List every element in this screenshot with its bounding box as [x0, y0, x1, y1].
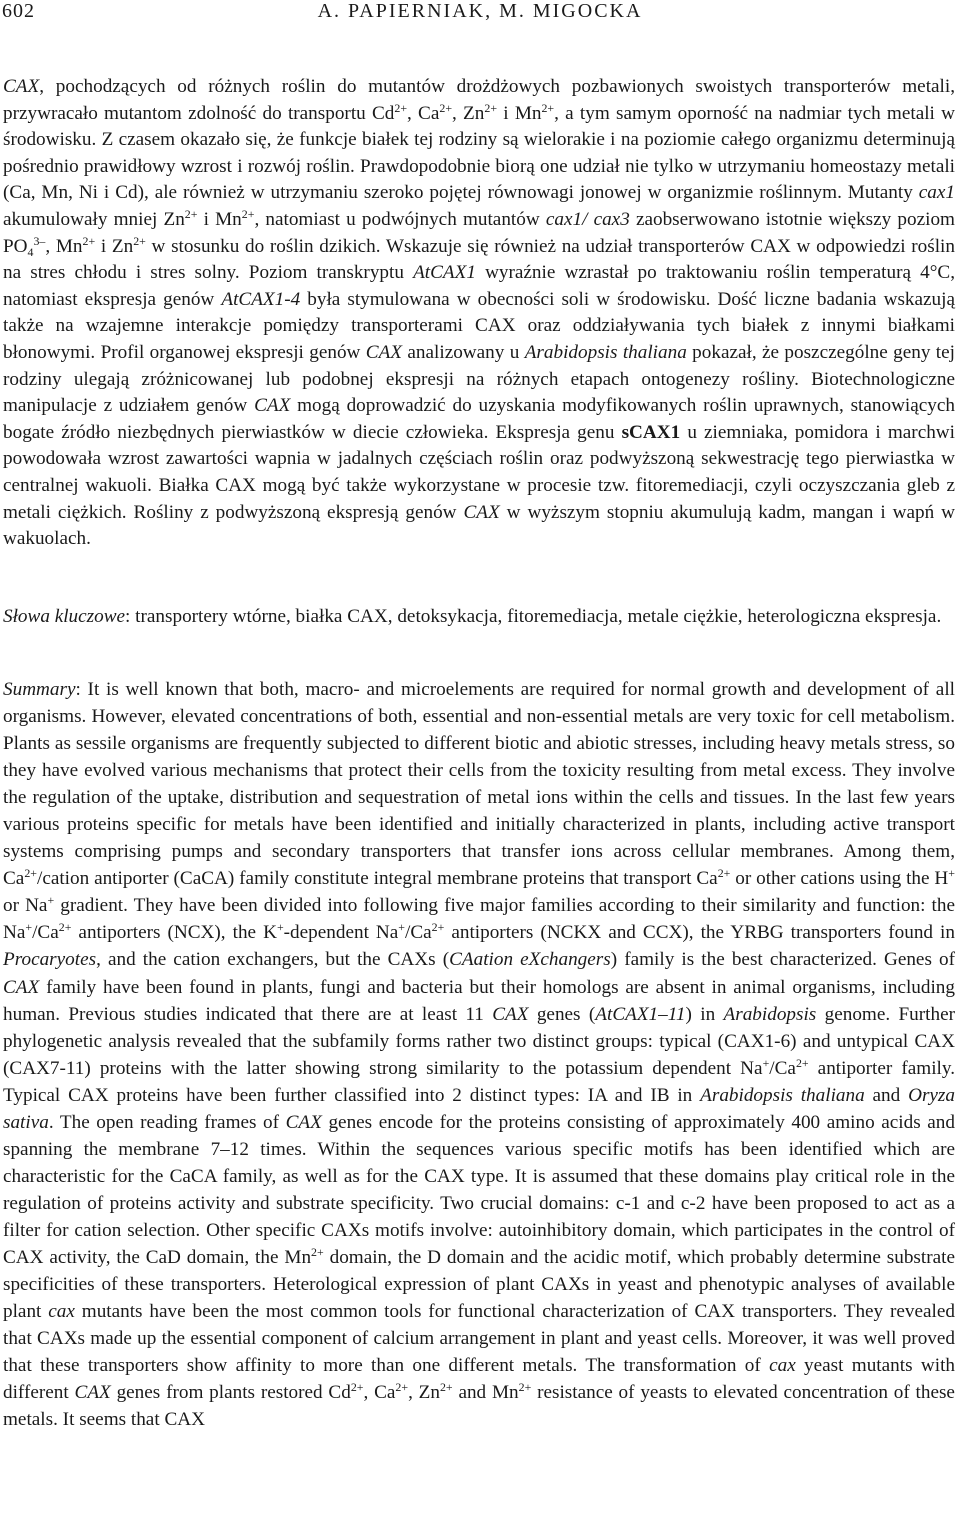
italic-run: Arabidopsis thaliana: [700, 1084, 865, 1106]
superscript: 2+: [133, 233, 146, 248]
superscript: 2+: [82, 233, 96, 248]
superscript: 2+: [541, 100, 555, 115]
superscript: +: [762, 1055, 770, 1070]
bold-run: sCAX1: [621, 421, 681, 443]
italic-run: AtCAX1: [413, 262, 476, 284]
superscript: 2+: [350, 1380, 364, 1395]
superscript: 2+: [395, 1380, 409, 1395]
superscript: 2+: [431, 920, 445, 935]
superscript: 2+: [241, 207, 255, 222]
superscript: 2+: [184, 207, 198, 222]
polish-abstract: CAX, pochodzących od różnych roślin do mutantów drożdżowych pozbawionych swoistych transporterów metali, przywracało mutantom zdolność do transportu $Cd^{2+}$, $Ca^{2+}$, $Zn^{2+}$ i $Mn^{2+}$, a tym samym oporność na nadmiar tych metali w środowisku. Z czasem okazało się, że funkcje białek tej rodziny są wielorakie i na poziomie całego organizmu determinują pośrednio prawidłowy wzrost i rozwój roślin. Prawdopodobnie biorą one udział nie tylko w utrzymaniu homeostazy metali (Ca, Mn, Ni i Cd), ale również w utrzymaniu szeroko pojętej równowagi jonowej w organizmie roślinnym. Mutanty cax1 akumulowały mniej $Zn^{2+}$ i $Mn^{2+}$, natomiast u podwójnych mutantów cax1/ cax3 zaobserwowano istotnie większy poziom $PO_4^{3-}$, $Mn^{2+}$ i $Zn^{2+}$ w stosunku do roślin dzikich. Wskazuje się również na udział transporterów CAX w odpowiedzi roślin na stres chłodu i stres solny. Poziom transkryptu AtCAX1 wyraźnie wzrastał po traktowaniu roślin temperaturą 4°C, natomiast ekspresja genów AtCAX1-4 była stymulowana w obecności soli w środowisku. Dość liczne badania wskazują także na wzajemne interakcje pomiędzy transporterami CAX oraz oddziaływania tych białek z innymi białkami błonowymi. Profil organowej ekspresji genów CAX analizowany u Arabidopsis thaliana pokazał, że poszczególne geny tej rodziny ulegają zróżnicowanej lub podobnej ekspresji na różnych etapach ontogenezy rośliny. Biotechnologiczne manipulacje z udziałem genów CAX mogą doprowadzić do uzyskania modyfikowanych roślin uprawnych, stanowiących bogate źródło niezbędnych pierwiastków w diecie człowieka. Ekspresja genu sCAX1 u ziemniaka, pomidora i marchwi powodowała wzrost zawartości wapnia w jadalnych częściach roślin oraz podwyższoną sekwestrację tego pierwiastka w centralnej wakuoli. Białka CAX mogą być także wykorzystane w procesie tzw. fitoremediacji, czyli oczyszczania gleb z metali ciężkich. Rośliny z podwyższoną ekspresją genów CAX w wyższym stopniu akumulują kadm, mangan i wapń w wakuolach.: [3, 76, 955, 550]
italic-run: CAX: [74, 1382, 111, 1404]
italic-run: AtCAX1–11: [595, 1003, 686, 1025]
superscript: 2+: [394, 100, 408, 115]
subscript: 4: [27, 244, 34, 259]
superscript: +: [948, 866, 955, 881]
italic-run: Summary: [3, 679, 76, 700]
english-summary: Summary: It is well known that both, macro- and microelements are required for normal growth and development of all organisms. However, elevated concentrations of both, essential and non-essential metals are very toxic for cell metabolism. Plants as sessile organisms are frequently subjected to different biotic and abiotic stresses, including heavy metals stress, so they have evolved various mechanisms that protect their cells from the toxicity resulting from metal excess. They involve the regulation of the uptake, distribution and sequestration of metal ions within the cells and tissues. In the last few years various proteins specific for metals have been identified and initially characterized in plants, including active transport systems comprising pumps and secondary transporters that transfer ions across cellular membranes. Among them, $Ca^{2+}$/cation antiporter (CaCA) family constitute integral membrane proteins that transport $Ca^{2+}$ or other cations using the H+ or Na+ gradient. They have been divided into following five major families according to their similarity and function: the $Na^+/Ca^{2+}$ antiporters (NCX), the K+-dependent $Na^+/Ca^{2+}$ antiporters (NCKX and CCX), the YRBG transporters found in Procaryotes, and the cation exchangers, but the CAXs (CAation eXchangers) family is the best characterized. Genes of CAX family have been found in plants, fungi and bacteria but their homologs are absent in animal organisms, including human. Previous studies indicated that there are at least 11 CAX genes (AtCAX1–11) in Arabidopsis genome. Further phylogenetic analysis revealed that the subfamily forms rather two distinct groups: typical (CAX1-6) and untypical CAX (CAX7-11) proteins with the latter showing strong similarity to the potassium dependent $Na^+/Ca^{2+}$ antiporter family. Typical CAX proteins have been further classified into 2 distinct types: IA and IB in Arabidopsis thaliana and Oryza sativa. The open reading frames of CAX genes encode for the proteins consisting of approximately 400 amino acids and spanning the membrane 7–12 times. Within the sequences various specific motifs has been identified which are characteristic for the CaCA family, as well as for the CAX type. It is assumed that these domains play critical role in the regulation of proteins activity and substrate specificity. Two crucial domains: c-1 and c-2 have been proposed to act as a filter for cation selection. Other specific CAXs motifs involve: autoinhibitory domain, which participates in the control of CAX activity, the CaD domain, the $Mn^{2+}$ domain, the D domain and the acidic motif, which probably determine substrate specificities of these transporters. Heterological expression of plant CAXs in yeast and phenotypic analyses of available plant cax mutants have been the most common tools for functional characterization of CAX transporters. They revealed that CAXs made up the essential component of calcium arrangement in plant and yeast cells. Moreover, it was well proved that these transporters show affinity to more than one different metals. The transformation of cax yeast mutants with different CAX genes from plants restored $Cd^{2+}$, $Ca^{2+}$, $Zn^{2+}$ and $Mn^{2+}$ resistance of yeasts to elevated concentration of these metals. It seems that CAX: [3, 679, 956, 1431]
superscript: 2+: [717, 866, 731, 881]
italic-run: CAX: [463, 501, 500, 523]
italic-run: cax: [769, 1355, 796, 1377]
superscript: 2+: [484, 100, 498, 115]
superscript: 2+: [311, 1245, 324, 1260]
superscript: 2+: [58, 920, 72, 935]
superscript: +: [47, 893, 55, 908]
italic-run: Oryza sativa: [3, 1084, 955, 1133]
superscript: +: [25, 920, 33, 935]
italic-run: AtCAX1-4: [221, 288, 301, 310]
superscript: 2+: [518, 1380, 532, 1395]
superscript: +: [276, 920, 284, 935]
italic-run: Arabidopsis: [723, 1003, 817, 1025]
italic-run: CAX: [365, 341, 403, 363]
italic-run: Arabidopsis thaliana: [524, 341, 687, 363]
superscript: 3–: [33, 233, 46, 248]
keywords-paragraph: Słowa kluczowe: transportery wtórne, białka CAX, detoksykacja, fitoremediacja, metale ciężkie, heterologiczna ekspresja.: [3, 606, 942, 627]
superscript: +: [398, 920, 406, 935]
superscript: 2+: [439, 1380, 453, 1395]
italic-run: Procaryotes: [3, 949, 97, 971]
superscript: 2+: [795, 1055, 809, 1070]
italic-run: cax1: [918, 182, 955, 204]
italic-run: CAX: [3, 76, 40, 97]
italic-run: CAX: [285, 1111, 322, 1133]
italic-run: Słowa kluczowe: [3, 606, 126, 627]
superscript: 2+: [439, 100, 453, 115]
running-header: [0, 0, 960, 26]
italic-run: cax: [48, 1301, 75, 1323]
italic-run: CAation eXchangers: [449, 949, 611, 971]
page-number: 602: [2, 0, 35, 22]
italic-run: CAX: [3, 976, 40, 998]
running-title: A. PAPIERNIAK, M. MIGOCKA: [317, 0, 643, 22]
italic-run: CAX: [492, 1003, 529, 1025]
superscript: 2+: [24, 866, 37, 881]
italic-run: CAX: [254, 395, 291, 417]
italic-run: cax1/ cax3: [545, 208, 630, 230]
